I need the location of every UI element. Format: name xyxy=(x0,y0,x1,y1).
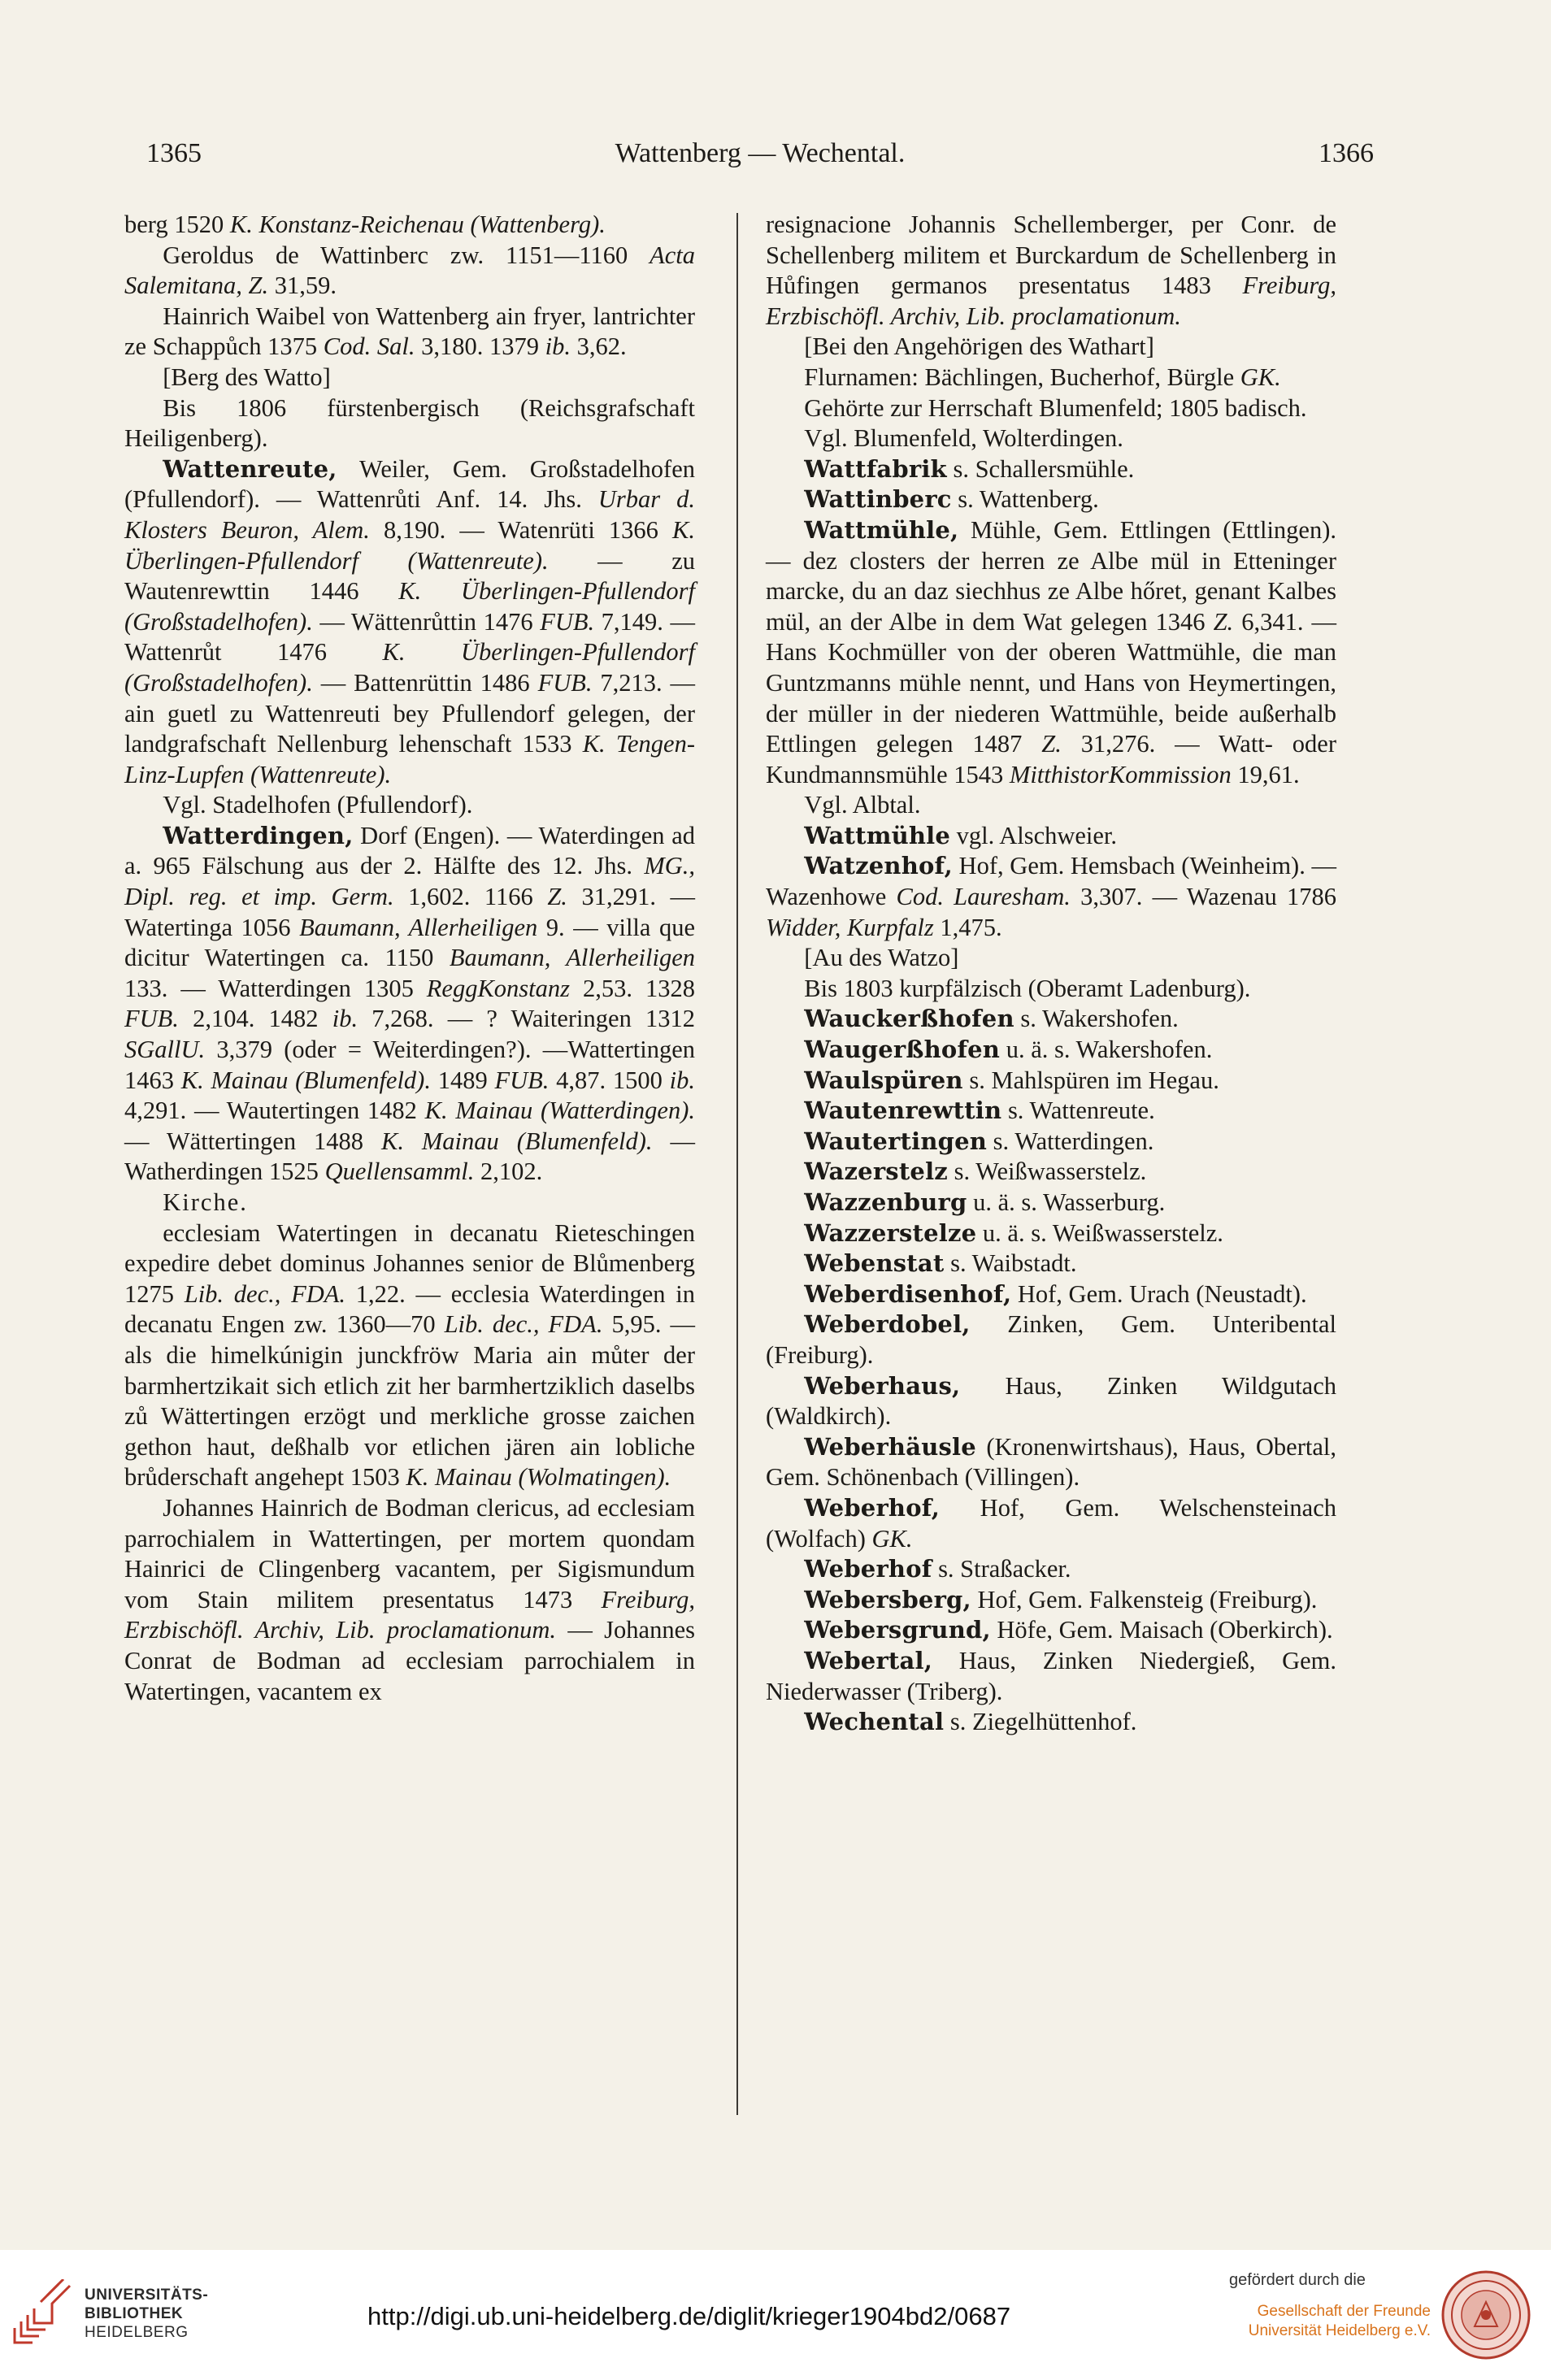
entry-paragraph: Watzenhof, Hof, Gem. Hemsbach (Weinheim). — Wazenhowe Cod. Lauresham. 3,307. — Wazenau 1786 Widder, Kurpfalz 1,475. xyxy=(766,852,1336,941)
library-name-line: UNIVERSITÄTS- xyxy=(85,2287,209,2304)
entry-paragraph: Weberhof, Hof, Gem. Welschensteinach (Wolfach) GK. xyxy=(766,1493,1336,1553)
entry-paragraph: ecclesiam Watertingen in decanatu Rieteschingen expedire debet dominus Johannes senior de Blůmenberg 1275 Lib. dec., FDA. 1,22. — ecclesia Waterdingen in decanatu Engen zw. 1360—70 Lib. dec., FDA. 5,95. — als die himelkúnigin junckfröw Maria ain můter der barmhertzikait sich etlich zit her barmhertziklich daselbs zů Wättertingen erzögt und merkliche grosse zaichen gethon haut, deßhalb vor etlichen jären ain lobliche brůderschaft angehept 1503 K. Mainau (Wolmatingen). xyxy=(124,1218,695,1492)
entry-paragraph: Wattmühle vgl. Alschweier. xyxy=(804,821,1118,849)
sponsor-name-line: Universität Heidelberg e.V. xyxy=(1248,2322,1431,2339)
entry-paragraph: Wazzenburg u. ä. s. Wasserburg. xyxy=(804,1188,1166,1216)
entry-paragraph: Johannes Hainrich de Bodman clericus, ad ecclesiam parrochialem in Wattertingen, per mortem quondam Hainrici de Clingenberg vacantem, per Sigismundum vom Stain militem presentatus 1473 Freiburg, Erzbischöfl. Archiv, Lib. proclamationum. — Johannes Conrat de Bodman ad ecclesiam parrochialem in Watertingen, vacantem ex xyxy=(124,1493,695,1705)
entry-paragraph: [Au des Watzo] xyxy=(804,944,959,972)
entry-paragraph: Weberhof s. Straßacker. xyxy=(804,1555,1071,1583)
entry-paragraph: Kirche. xyxy=(163,1188,248,1216)
entry-paragraph: Wautenrewttin s. Wattenreute. xyxy=(804,1097,1155,1125)
entry-paragraph: Watterdingen, Dorf (Engen). — Waterdingen ad a. 965 Fälschung aus der 2. Hälfte des 12. Jhs. MG., Dipl. reg. et imp. Germ. 1,602. 1166 Z. 31,291. — Watertinga 1056 Baumann, Allerheiligen 9. — villa que dicitur Watertingen ca. 1150 Baumann, Allerheiligen 133. — Watterdingen 1305 ReggKonstanz 2,53. 1328 FUB. 2,104. 1482 ib. 7,268. — ? Waiteringen 1312 SGallU. 3,379 (oder = Weiterdingen?). —Wattertingen 1463 K. Mainau (Blumenfeld). 1489 FUB. 4,87. 1500 ib. 4,291. — Wautertingen 1482 K. Mainau (Watterdingen). — Wättertingen 1488 K. Mainau (Blumenfeld). — Watherdingen 1525 Quellensamml. 2,102. xyxy=(124,821,696,1186)
digitization-footer xyxy=(0,2250,1551,2380)
entry-paragraph: [Berg des Watto] xyxy=(163,363,331,391)
ub-heidelberg-logo-icon xyxy=(8,2279,78,2349)
entry-paragraph: Geroldus de Wattinberc zw. 1151—1160 Acta Salemitana, Z. 31,59. xyxy=(124,241,695,300)
entry-paragraph: Wautertingen s. Watterdingen. xyxy=(804,1127,1154,1155)
left-column xyxy=(124,210,695,1707)
entry-paragraph: Weberdisenhof, Hof, Gem. Urach (Neustadt). xyxy=(804,1279,1307,1308)
page-number-right: 1366 xyxy=(1319,138,1374,168)
entry-paragraph: Wattmühle, Mühle, Gem. Ettlingen (Ettlingen). — dez closters der herren ze Albe mül in Etteninger marcke, du an daz siechhus ze Albe hőret, genant Kalbes mül, an der Albe in dem Wat gelegen 1346 Z. 6,341. — Hans Kochmüller von der oberen Wattmühle, die man Guntzmanns mühle nennt, und Hans von Heymertingen, der müller in der niederen Wattmühle, beide außerhalb Ettlingen gelegen 1487 Z. 31,276. — Watt- oder Kundmannsmühle 1543 MitthistorKommission 19,61. xyxy=(766,515,1337,788)
entry-paragraph: Wattinberc s. Wattenberg. xyxy=(804,485,1099,514)
entry-paragraph: Weberdobel, Zinken, Gem. Unteribental (Freiburg). xyxy=(766,1310,1336,1369)
entry-paragraph: Vgl. Stadelhofen (Pfullendorf). xyxy=(163,791,473,819)
right-column xyxy=(766,210,1336,1738)
library-name xyxy=(85,2286,208,2342)
entry-paragraph: berg 1520 K. Konstanz-Reichenau (Wattenberg). xyxy=(124,211,606,238)
entry-paragraph: Wazerstelz s. Weißwasserstelz. xyxy=(804,1157,1147,1186)
library-name-line: HEIDELBERG xyxy=(85,2324,189,2341)
sponsor-name xyxy=(1203,2302,1431,2341)
entry-paragraph: Weberhäusle (Kronenwirtshaus), Haus, Obertal, Gem. Schönenbach (Villingen). xyxy=(766,1432,1336,1492)
permalink-url[interactable]: http://digi.ub.uni-heidelberg.de/diglit/krieger1904bd2/0687 xyxy=(367,2302,1011,2330)
entry-paragraph: Weberhaus, Haus, Zinken Wildgutach (Waldkirch). xyxy=(766,1371,1336,1431)
entry-paragraph: Wauckerßhofen s. Wakershofen. xyxy=(804,1005,1179,1033)
entry-paragraph: Webersgrund, Höfe, Gem. Maisach (Oberkirch). xyxy=(804,1616,1333,1644)
entry-paragraph: Waugerßhofen u. ä. s. Wakershofen. xyxy=(804,1036,1213,1064)
entry-paragraph: Webertal, Haus, Zinken Niedergieß, Gem. Niederwasser (Triberg). xyxy=(766,1646,1336,1705)
entry-paragraph: Bis 1806 fürstenbergisch (Reichsgrafschaft Heiligenberg). xyxy=(124,393,695,453)
entry-paragraph: Bis 1803 kurpfälzisch (Oberamt Ladenburg). xyxy=(804,974,1251,1002)
running-title: Wattenberg — Wechental. xyxy=(615,138,906,168)
entry-paragraph: Webenstat s. Waibstadt. xyxy=(804,1249,1077,1278)
entry-paragraph: Wazzerstelze u. ä. s. Weißwasserstelz. xyxy=(804,1218,1223,1247)
entry-paragraph: Wechental s. Ziegelhüttenhof. xyxy=(804,1708,1137,1736)
entry-paragraph: Flurnamen: Bächlingen, Bucherhof, Bürgle GK. xyxy=(804,363,1281,391)
entry-paragraph: [Bei den Angehörigen des Wathart] xyxy=(804,332,1154,361)
entry-paragraph: Waulspüren s. Mahlspüren im Hegau. xyxy=(804,1066,1219,1094)
university-seal-icon xyxy=(1440,2269,1531,2360)
entry-paragraph: Hainrich Waibel von Wattenberg ain fryer, lantrichter ze Schappůch 1375 Cod. Sal. 3,180. 1379 ib. 3,62. xyxy=(124,302,695,361)
entry-paragraph: Vgl. Blumenfeld, Wolterdingen. xyxy=(804,424,1123,453)
funded-by-label: gefördert durch die xyxy=(1229,2271,1366,2289)
sponsor-name-line: Gesellschaft der Freunde xyxy=(1257,2303,1431,2320)
entry-paragraph: Wattenreute, Weiler, Gem. Großstadelhofen (Pfullendorf). — Wattenrůti Anf. 14. Jhs. Urbar d. Klosters Beuron, Alem. 8,190. — Watenrüti 1366 K. Überlingen-Pfullendorf (Wattenreute). — zu Wautenrewttin 1446 K. Überlingen-Pfullendorf (Großstadelhofen). — Wättenrůttin 1476 FUB. 7,149. — Wattenrůt 1476 K. Überlingen-Pfullendorf (Großstadelhofen). — Battenrüttin 1486 FUB. 7,213. — ain guetl zu Wattenreuti bey Pfullendorf gelegen, der landgrafschaft Nellenburg lehenschaft 1533 K. Tengen-Linz-Lupfen (Wattenreute). xyxy=(124,454,695,788)
library-name-line: BIBLIOTHEK xyxy=(85,2305,184,2322)
page-header xyxy=(146,138,1374,179)
entry-paragraph: Webersberg, Hof, Gem. Falkensteig (Freiburg). xyxy=(804,1585,1318,1613)
entry-paragraph: Wattfabrik s. Schallersmühle. xyxy=(804,454,1135,483)
entry-paragraph: Gehörte zur Herrschaft Blumenfeld; 1805 badisch. xyxy=(804,393,1307,422)
page-number-left: 1365 xyxy=(146,138,202,168)
entry-paragraph: resignacione Johannis Schellemberger, per Conr. de Schellenberg militem et Burckardum de Schellenberg in Hůfingen germanos presentatus 1483 Freiburg, Erzbischöfl. Archiv, Lib. proclamationum. xyxy=(766,211,1336,330)
column-divider xyxy=(736,213,738,2115)
entry-paragraph: Vgl. Albtal. xyxy=(804,791,921,819)
